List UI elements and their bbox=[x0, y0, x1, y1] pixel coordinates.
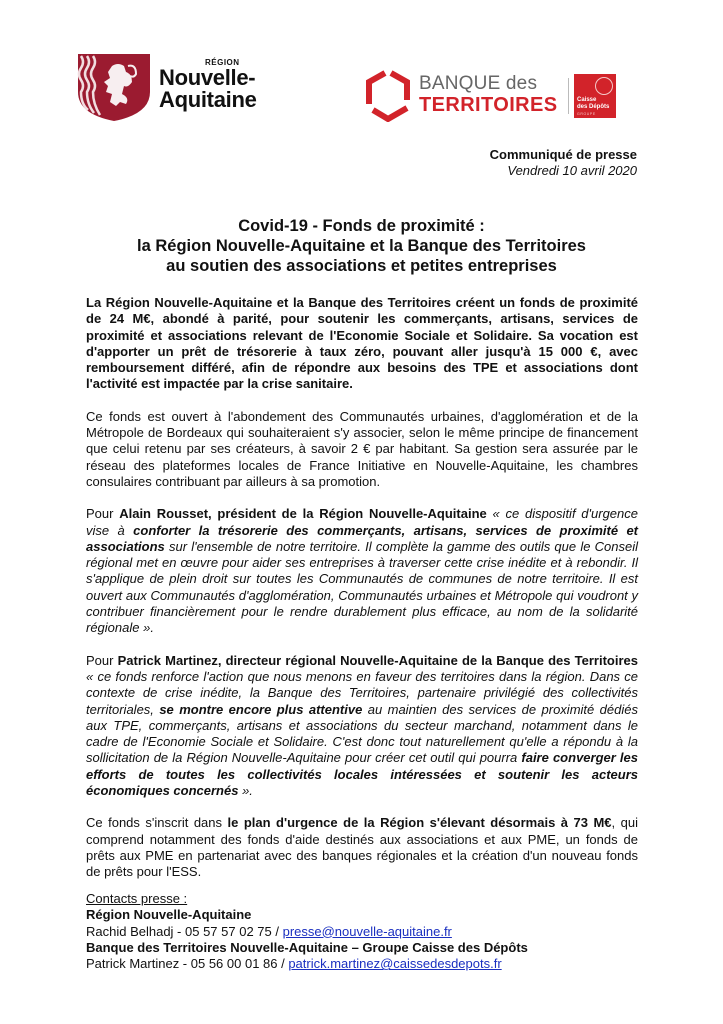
paragraph-rousset-quote bbox=[86, 506, 638, 636]
quote-emphasis: faire converger les efforts de toutes les collectivités locales intéressées et soutenir les acteurs économiques concernés bbox=[86, 750, 638, 799]
paragraph-martinez-quote bbox=[86, 653, 638, 800]
speaker-name: Alain Rousset, président de la Région Nouvelle-Aquitaine bbox=[119, 506, 487, 522]
email-link-region[interactable]: presse@nouvelle-aquitaine.fr bbox=[282, 923, 452, 939]
press-date: Vendredi 10 avril 2020 bbox=[507, 163, 637, 178]
region-label: RÉGION bbox=[205, 58, 240, 67]
fingerprint-icon bbox=[595, 77, 613, 95]
text: Pour bbox=[86, 652, 118, 668]
caisse-des-depots-logo bbox=[574, 74, 616, 118]
cdc-line1: Caisse bbox=[577, 97, 597, 103]
title-line1: Covid-19 - Fonds de proximité : bbox=[238, 217, 485, 235]
email-link-banque[interactable]: patrick.martinez@caissedesdepots.fr bbox=[288, 956, 502, 972]
paragraph-plan bbox=[86, 815, 638, 880]
quote-text: « ce dispositif d'urgence vise à bbox=[86, 506, 638, 538]
text: Pour bbox=[86, 506, 120, 522]
title-line3: au soutien des associations et petites entreprises bbox=[166, 257, 557, 275]
plan-emphasis: le plan d'urgence de la Région s'élevant désormais à 73 M€ bbox=[227, 815, 612, 831]
banque-des-territoires-logo bbox=[363, 70, 623, 122]
contact-org-region: Région Nouvelle-Aquitaine bbox=[86, 907, 252, 923]
logo-separator bbox=[568, 78, 569, 114]
text: Ce fonds s'inscrit dans bbox=[86, 815, 228, 831]
title-line2: la Région Nouvelle-Aquitaine et la Banque des Territoires bbox=[137, 237, 586, 255]
hexagon-icon bbox=[363, 70, 413, 122]
contacts-heading: Contacts presse : bbox=[86, 891, 188, 906]
cdc-sub: GROUPE bbox=[577, 112, 596, 116]
press-contacts bbox=[86, 891, 528, 972]
quote-text: ». bbox=[238, 783, 253, 799]
speaker-name: Patrick Martinez, directeur régional Nouvelle-Aquitaine de la Banque des Territoires bbox=[117, 652, 638, 668]
lion-shield-icon bbox=[76, 52, 152, 122]
press-header bbox=[490, 147, 637, 179]
bdt-line2: TERRITOIRES bbox=[419, 94, 558, 116]
region-name-line1: Nouvelle- bbox=[159, 65, 256, 90]
page-title bbox=[80, 216, 643, 276]
cdc-line2: des Dépôts bbox=[577, 104, 610, 110]
region-nouvelle-aquitaine-logo bbox=[76, 52, 286, 122]
contact-org-banque: Banque des Territoires Nouvelle-Aquitaine – Groupe Caisse des Dépôts bbox=[86, 939, 528, 955]
contact-person: Patrick Martinez - 05 56 00 01 86 / bbox=[86, 956, 289, 972]
quote-text: sur l'ensemble de notre territoire. Il complète la gamme des outils que le Conseil régional met en œuvre pour aider ses entreprises à traverser cette crise inédite et à rebondir. Il s'applique de plein droit sur toutes les Communautés de communes de notre territoire. Il est ouvert aux Communautés d'agglomération, Communautés urbaines et Métropole qui voudront y contribuer financièrement pour le rendre durablement plus efficace, au nom de la solidarité régionale ». bbox=[86, 538, 638, 636]
contact-banque bbox=[86, 956, 528, 972]
lead-paragraph: La Région Nouvelle-Aquitaine et la Banque des Territoires créent un fonds de proximité de 24 M€, abondé à parité, pour soutenir les commerçants, artisans, services de proximité et associations relevant de l'Economie Sociale et Solidaire. Sa vocation est d'apporter un prêt de trésorerie à taux zéro, pouvant aller jusqu'à 15 000 €, avec remboursement différé, afin de répondre aux besoins des TPE et associations dont l'activité est impactée par la crise sanitaire. bbox=[86, 295, 638, 392]
press-kind: Communiqué de presse bbox=[489, 147, 637, 162]
quote-emphasis: conforter la trésorerie des commerçants, artisans, services de proximité et associations bbox=[86, 522, 639, 554]
quote-text: au maintien des services de proximité dédiés aux TPE, commerçants, artisans et associations du secteur marchand, notamment dans le cadre de l'Economie Sociale et Solidaire. C'est donc tout naturellement qu'elle a répondu à la sollicitation de la Région Nouvelle-Aquitaine pour créer cet outil qui pourra bbox=[86, 701, 638, 766]
contact-person: Rachid Belhadj - 05 57 57 02 75 / bbox=[86, 923, 283, 939]
quote-text: « ce fonds renforce l'action que nous menons en faveur des territoires dans la région. Dans ce contexte de crise inédite, la Banque des Territoires, partenaire privilégié des collectivités territoriales, bbox=[86, 668, 638, 717]
text: , qui comprend notamment des fonds d'aide destinés aux associations et aux PME, un fonds de prêts aux PME en partenariat avec des banques régionales et la création d'un nouveau fonds de prêts pour l'ESS. bbox=[86, 815, 638, 880]
bdt-line1: BANQUE des bbox=[419, 73, 538, 94]
contact-region bbox=[86, 924, 528, 940]
region-name-line2: Aquitaine bbox=[159, 87, 257, 112]
paragraph-2: Ce fonds est ouvert à l'abondement des Communautés urbaines, d'agglomération et de la Métropole de Bordeaux qui souhaiteraient s'y associer, selon le même principe de financement que celui retenu par ses créateurs, à savoir 2 € par habitant. Sa gestion sera assurée par le réseau des plateformes locales de France Initiative en Nouvelle-Aquitaine, les chambres consulaires contribuant par ailleurs à sa promotion. bbox=[86, 408, 638, 489]
body-text bbox=[86, 295, 638, 897]
quote-emphasis: se montre encore plus attentive bbox=[159, 701, 363, 717]
